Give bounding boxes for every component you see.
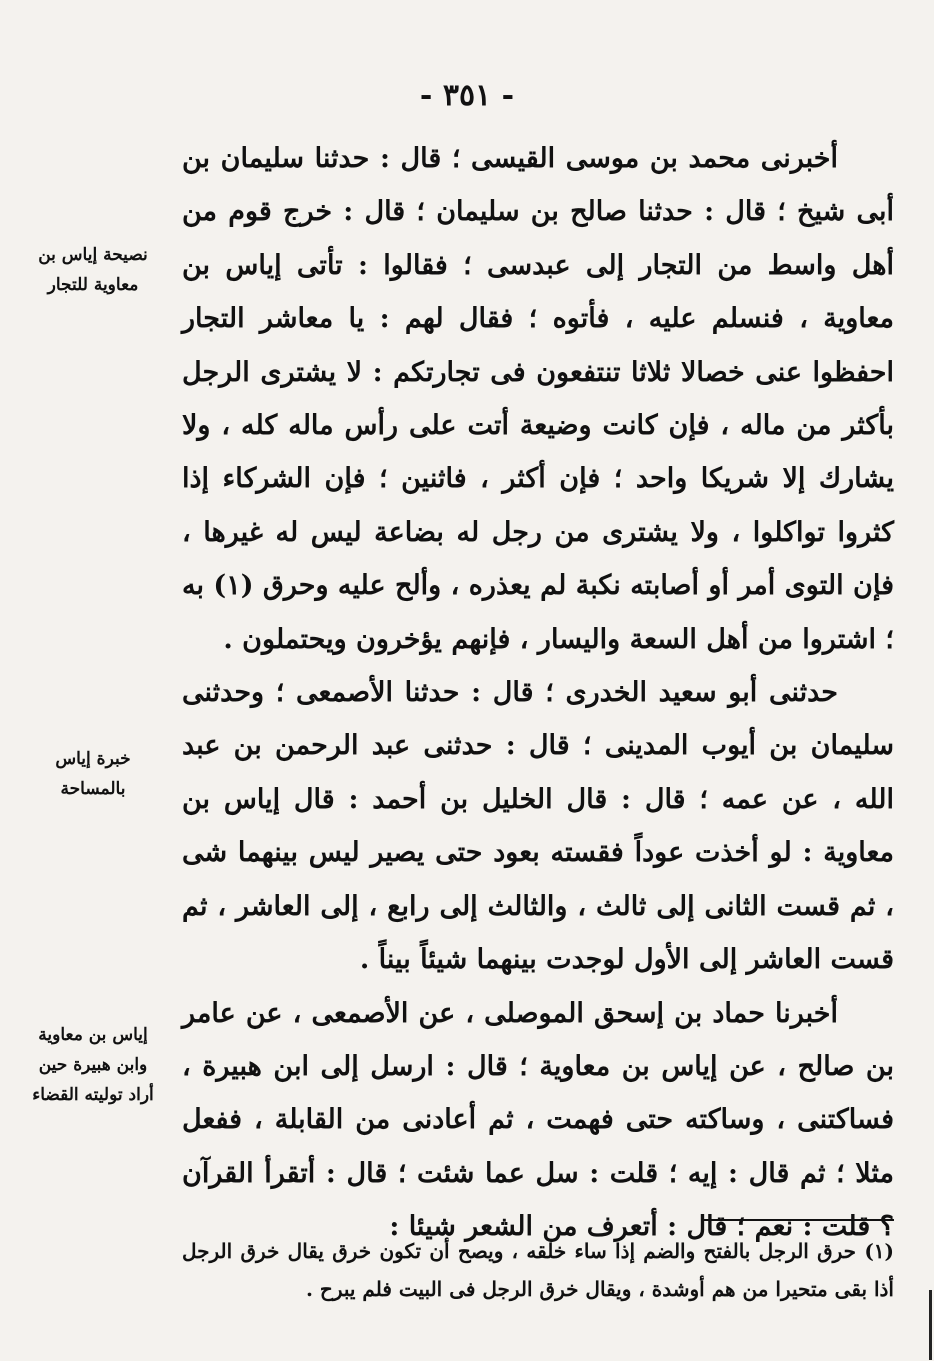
margin-note-merchants: نصيحة إياس بن معاوية للتجار (38, 245, 148, 295)
main-text (182, 132, 894, 1254)
margin-note-judgeship: إياس بن معاوية وابن هبيرة حين أراد توليته القضاء (32, 1025, 154, 1105)
page-edge-mark (929, 1290, 932, 1360)
margin-note-measurement: خبرة إياس بالمساحة (55, 749, 131, 799)
paragraph-merchants-advice: أخبرنى محمد بن موسى القيسى ؛ قال : حدثنا سليمان بن أبى شيخ ؛ قال : حدثنا صالح بن سليمان ؛ قال : خرج قوم من أهل واسط من التجار إلى عبدسى ؛ فقالوا : تأتى إياس بن معاوية ، فنسلم عليه ، فأتوه ؛ فقال لهم : يا معاشر التجار احفظوا عنى خصالا ثلاثا تنتفعون فى تجارتكم : لا يشترى الرجل بأكثر من ماله ، فإن كانت وضيعة أتت على رأس ماله كله ، ولا يشارك إلا شريكا واحد ؛ فإن أكثر ، فاثنين ؛ فإن الشركاء إذا كثروا تواكلوا ، ولا يشترى من رجل له بضاعة ليس له غيرها ، فإن التوى أمر أو أصابته نكبة لم يعذره ، وألح عليه وحرق (١) به ؛ اشتروا من أهل السعة واليسار ، فإنهم يؤخرون ويحتملون . (182, 143, 895, 655)
footnotes (182, 1232, 894, 1308)
page-number: - ٣٥١ - (419, 78, 515, 113)
paragraph-ibn-hubayra: أخبرنا حماد بن إسحق الموصلى ، عن الأصمعى ، عن عامر بن صالح ، عن إياس بن معاوية ؛ قال : ارسل إلى ابن هبيرة ، فساكتنى ، وساكته حتى فهمت ، ثم أعادنى من القابلة ، ففعل مثلا ؛ ثم قال : إيه ؛ قلت : سل عما شئت ؛ قال : أتقرأ القرآن ؟ قلت : نعم ؛ قال : أتعرف من الشعر شيئا : (182, 997, 894, 1243)
footnote-divider (704, 1219, 894, 1221)
paragraph-measurement: حدثنى أبو سعيد الخدرى ؛ قال : حدثنا الأصمعى ؛ وحدثنى سليمان بن أيوب المدينى ؛ قال : حدثنى عبد الرحمن بن عبد الله ، عن عمه ؛ قال : قال الخليل بن أحمد : قال إياس بن معاوية : لو أخذت عوداً فقسته بعود حتى يصير ليس بينهما شى ، ثم قست الثانى إلى ثالث ، والثالث إلى رابع ، إلى العاشر ، ثم قست العاشر إلى الأول لوجدت بينهما شيئاً بيناً . (182, 677, 894, 976)
footnote-1: (١) حرق الرجل بالفتح والضم إذا ساء خلقه ، ويصح أن تكون خرق يقال خرق الرجل أذا بقى متحيرا من هم أوشدة ، ويقال خرق الرجل فى البيت فلم يبرح . (182, 1239, 894, 1301)
